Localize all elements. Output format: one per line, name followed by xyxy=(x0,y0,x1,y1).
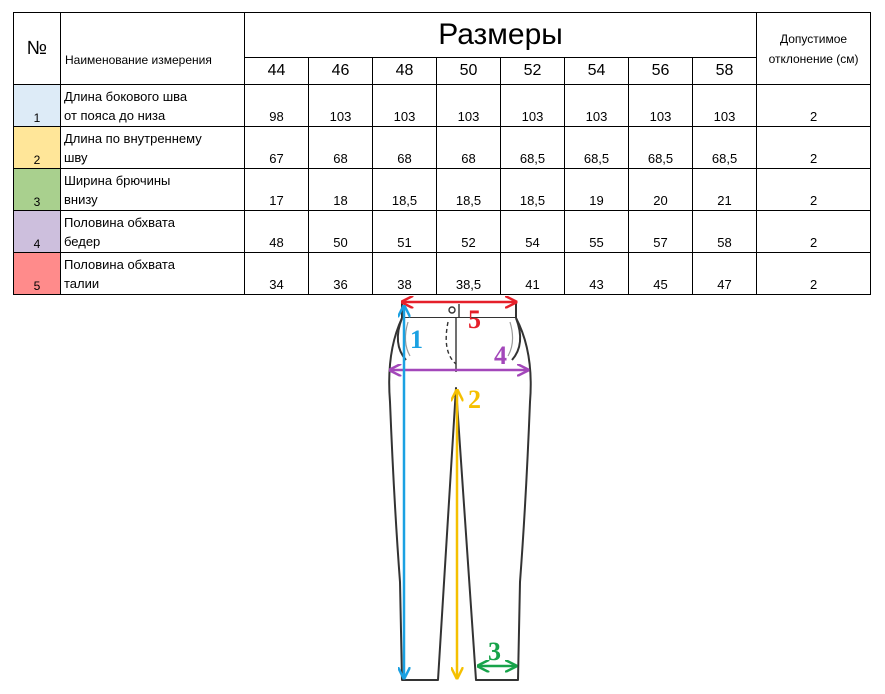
measurement-name-line: талии xyxy=(64,275,100,291)
size-value: 18,5 xyxy=(501,169,565,211)
pants-outline xyxy=(389,302,531,680)
tolerance-value: 2 xyxy=(757,253,871,295)
label-1: 1 xyxy=(410,325,423,354)
measurement-name-header: Наименование измерения xyxy=(61,13,245,85)
measurement-name-line: шву xyxy=(64,149,88,165)
measurement-row xyxy=(14,127,871,169)
size-value: 20 xyxy=(629,169,693,211)
size-header: 58 xyxy=(693,58,757,85)
size-value: 38 xyxy=(373,253,437,295)
size-value: 103 xyxy=(309,85,373,127)
measurement-name xyxy=(61,253,245,295)
size-value: 17 xyxy=(245,169,309,211)
size-value: 38,5 xyxy=(437,253,501,295)
size-value: 19 xyxy=(565,169,629,211)
size-value: 98 xyxy=(245,85,309,127)
size-value: 68,5 xyxy=(693,127,757,169)
measurement-name-line: Ширина брючины xyxy=(64,172,171,188)
size-value: 67 xyxy=(245,127,309,169)
tolerance-value: 2 xyxy=(757,127,871,169)
measurement-name-line: бедер xyxy=(64,233,101,249)
measurement-name-line: Половина обхвата xyxy=(64,214,175,230)
size-value: 68 xyxy=(437,127,501,169)
size-header: 44 xyxy=(245,58,309,85)
size-value: 34 xyxy=(245,253,309,295)
size-value: 103 xyxy=(629,85,693,127)
tolerance-value: 2 xyxy=(757,211,871,253)
size-value: 21 xyxy=(693,169,757,211)
size-header: 54 xyxy=(565,58,629,85)
size-value: 55 xyxy=(565,211,629,253)
measurement-name-line: Половина обхвата xyxy=(64,256,175,272)
size-value: 41 xyxy=(501,253,565,295)
size-value: 54 xyxy=(501,211,565,253)
number-header: № xyxy=(14,13,61,85)
size-table xyxy=(13,12,871,295)
measurement-row xyxy=(14,85,871,127)
measurement-name-line: Длина бокового шва xyxy=(64,88,188,104)
measurement-name xyxy=(61,127,245,169)
size-value: 36 xyxy=(309,253,373,295)
size-header: 48 xyxy=(373,58,437,85)
size-value: 68 xyxy=(309,127,373,169)
size-value: 43 xyxy=(565,253,629,295)
measurement-name xyxy=(61,211,245,253)
size-value: 52 xyxy=(437,211,501,253)
size-header: 52 xyxy=(501,58,565,85)
measurement-number: 3 xyxy=(14,169,61,211)
tolerance-value: 2 xyxy=(757,85,871,127)
label-3: 3 xyxy=(488,637,501,666)
tolerance-value: 2 xyxy=(757,169,871,211)
sizes-title: Размеры xyxy=(245,13,757,58)
size-value: 68,5 xyxy=(501,127,565,169)
label-4: 4 xyxy=(494,341,507,370)
size-value: 68,5 xyxy=(565,127,629,169)
size-value: 68 xyxy=(373,127,437,169)
size-value: 48 xyxy=(245,211,309,253)
measurement-row xyxy=(14,169,871,211)
size-value: 103 xyxy=(565,85,629,127)
size-value: 103 xyxy=(437,85,501,127)
size-header: 56 xyxy=(629,58,693,85)
measurement-name-line: внизу xyxy=(64,191,98,207)
size-value: 18,5 xyxy=(373,169,437,211)
size-value: 58 xyxy=(693,211,757,253)
measurement-number: 4 xyxy=(14,211,61,253)
size-value: 50 xyxy=(309,211,373,253)
size-header: 50 xyxy=(437,58,501,85)
measurement-number: 5 xyxy=(14,253,61,295)
label-2: 2 xyxy=(468,385,481,414)
label-5: 5 xyxy=(468,305,481,334)
measurement-row xyxy=(14,253,871,295)
size-value: 68,5 xyxy=(629,127,693,169)
size-value: 45 xyxy=(629,253,693,295)
size-value: 18 xyxy=(309,169,373,211)
size-value: 18,5 xyxy=(437,169,501,211)
measurement-name xyxy=(61,85,245,127)
size-value: 103 xyxy=(373,85,437,127)
size-value: 51 xyxy=(373,211,437,253)
measurement-row xyxy=(14,211,871,253)
measurement-name-line: Длина по внутреннему xyxy=(64,130,202,146)
measurement-number: 1 xyxy=(14,85,61,127)
size-value: 57 xyxy=(629,211,693,253)
size-value: 103 xyxy=(693,85,757,127)
measurement-name xyxy=(61,169,245,211)
size-value: 103 xyxy=(501,85,565,127)
pants-diagram xyxy=(380,292,540,692)
size-value: 47 xyxy=(693,253,757,295)
size-header: 46 xyxy=(309,58,373,85)
measurement-name-line: от пояса до низа xyxy=(64,107,166,123)
measurement-number: 2 xyxy=(14,127,61,169)
tolerance-header: Допустимое отклонение (см) xyxy=(757,13,871,85)
